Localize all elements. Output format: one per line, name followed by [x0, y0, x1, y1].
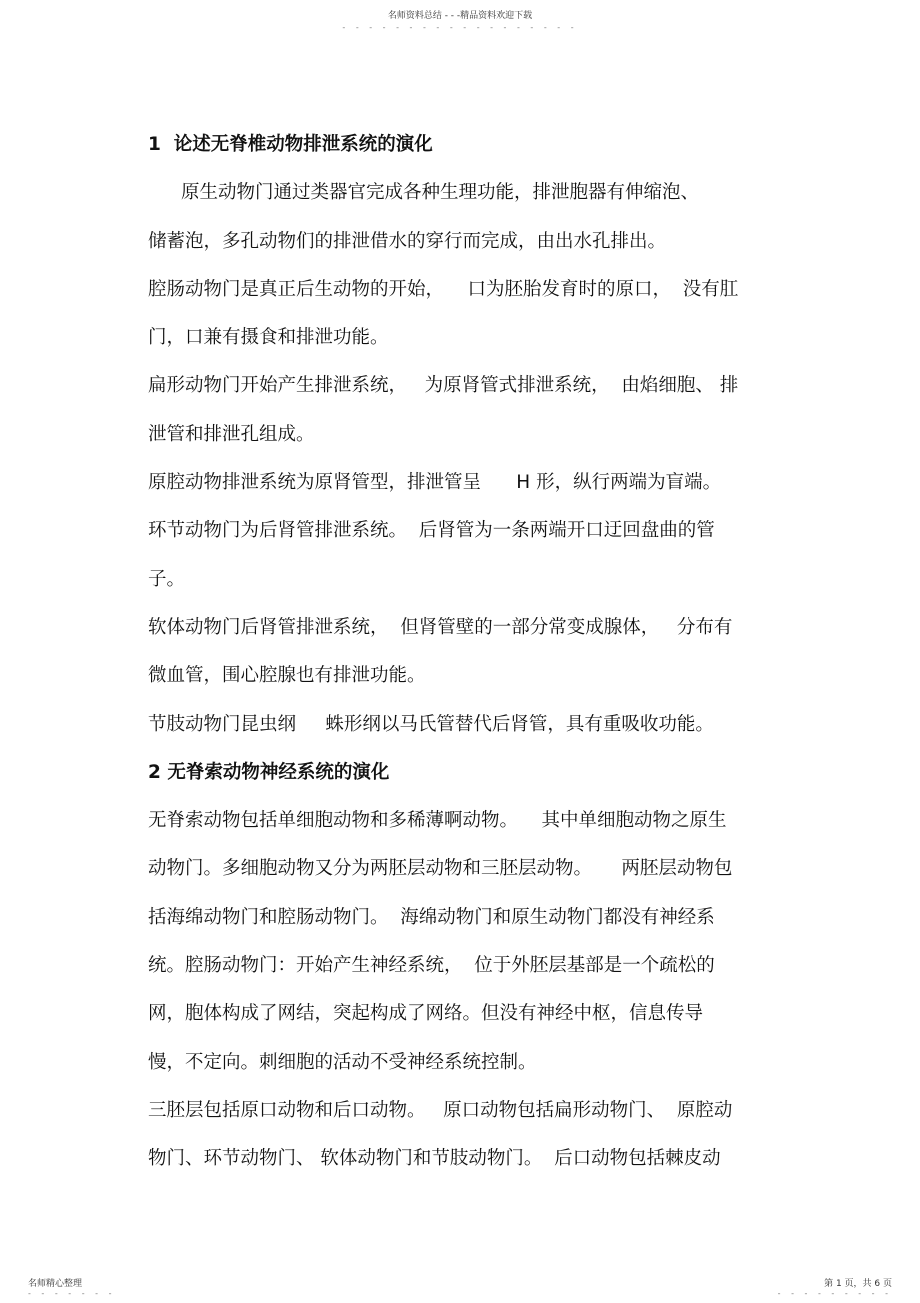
paragraph-line: 原腔动物排泄系统为原肾管型，排泄管呈 H 形，纵行两端为盲端。	[148, 472, 722, 494]
paragraph-line: 网，胞体构成了网结，突起构成了网络。但没有神经中枢，信息传导	[148, 1003, 704, 1025]
paragraph-line: 泄管和排泄孔组成。	[148, 423, 315, 445]
footer-right	[778, 1276, 892, 1298]
footer-left-text: 名师精心整理	[28, 1279, 83, 1289]
paragraph-line: 物门、环节动物门、 软体动物门和节肢动物门。 后口动物包括棘皮动	[148, 1148, 721, 1170]
document-body	[148, 131, 798, 1194]
paragraph-line: 动物门。多细胞动物又分为两胚层动物和三胚层动物。 两胚层动物包	[148, 858, 733, 880]
paragraph-line: 软体动物门后肾管排泄系统， 但肾管壁的一部分常变成腺体， 分布有	[148, 616, 733, 638]
header-text: 名师资料总结 - - -精品资料欢迎下载	[387, 11, 533, 21]
paragraph-line: 子。	[148, 568, 186, 590]
paragraph-line: 慢，不定向。刺细胞的活动不受神经系统控制。	[148, 1051, 537, 1073]
paragraph-line: 括海绵动物门和腔肠动物门。 海绵动物门和原生动物门都没有神经系	[148, 906, 715, 928]
page-header	[0, 8, 920, 32]
section-heading-1: 1 论述无脊椎动物排泄系统的演化	[148, 134, 433, 155]
header-dots: - - - - - - - - - - - - - - - - - -	[342, 23, 578, 32]
paragraph-line: 扁形动物门开始产生排泄系统， 为原肾管式排泄系统， 由焰细胞、 排	[148, 375, 739, 397]
paragraph-line: 统。腔肠动物门：开始产生神经系统， 位于外胚层基部是一个疏松的	[148, 955, 715, 977]
paragraph-line: 节肢动物门昆虫纲 蛛形纲以马氏管替代后肾管，具有重吸收功能。	[148, 713, 714, 735]
page-number: 第 1 页，共 6 页	[824, 1279, 892, 1289]
paragraph-line: 腔肠动物门是真正后生动物的开始， 口为胚胎发育时的原口， 没有肛	[148, 278, 739, 300]
section-heading-2: 2 无脊索动物神经系统的演化	[148, 761, 390, 783]
footer-right-dots: - - - - - - - - -	[777, 1289, 892, 1298]
paragraph-line: 原生动物门通过类器官完成各种生理功能，排泄胞器有伸缩泡、	[181, 182, 700, 204]
paragraph-line: 微血管，围心腔腺也有排泄功能。	[148, 665, 426, 687]
footer-left	[28, 1276, 115, 1298]
paragraph-line: 储蓄泡，多孔动物们的排泄借水的穿行而完成，由出水孔排出。	[148, 230, 667, 252]
paragraph-line: 无脊索动物包括单细胞动物和多稀薄啊动物。 其中单细胞动物之原生	[148, 810, 727, 832]
paragraph-line: 三胚层包括原口动物和后口动物。 原口动物包括扁形动物门、 原腔动	[148, 1099, 733, 1121]
paragraph-line: 门，口兼有摄食和排泄功能。	[148, 327, 389, 349]
paragraph-line: 环节动物门为后肾管排泄系统。 后肾管为一条两端开口迂回盘曲的管	[148, 520, 715, 542]
footer-left-dots: - - - - - - -	[28, 1289, 116, 1298]
